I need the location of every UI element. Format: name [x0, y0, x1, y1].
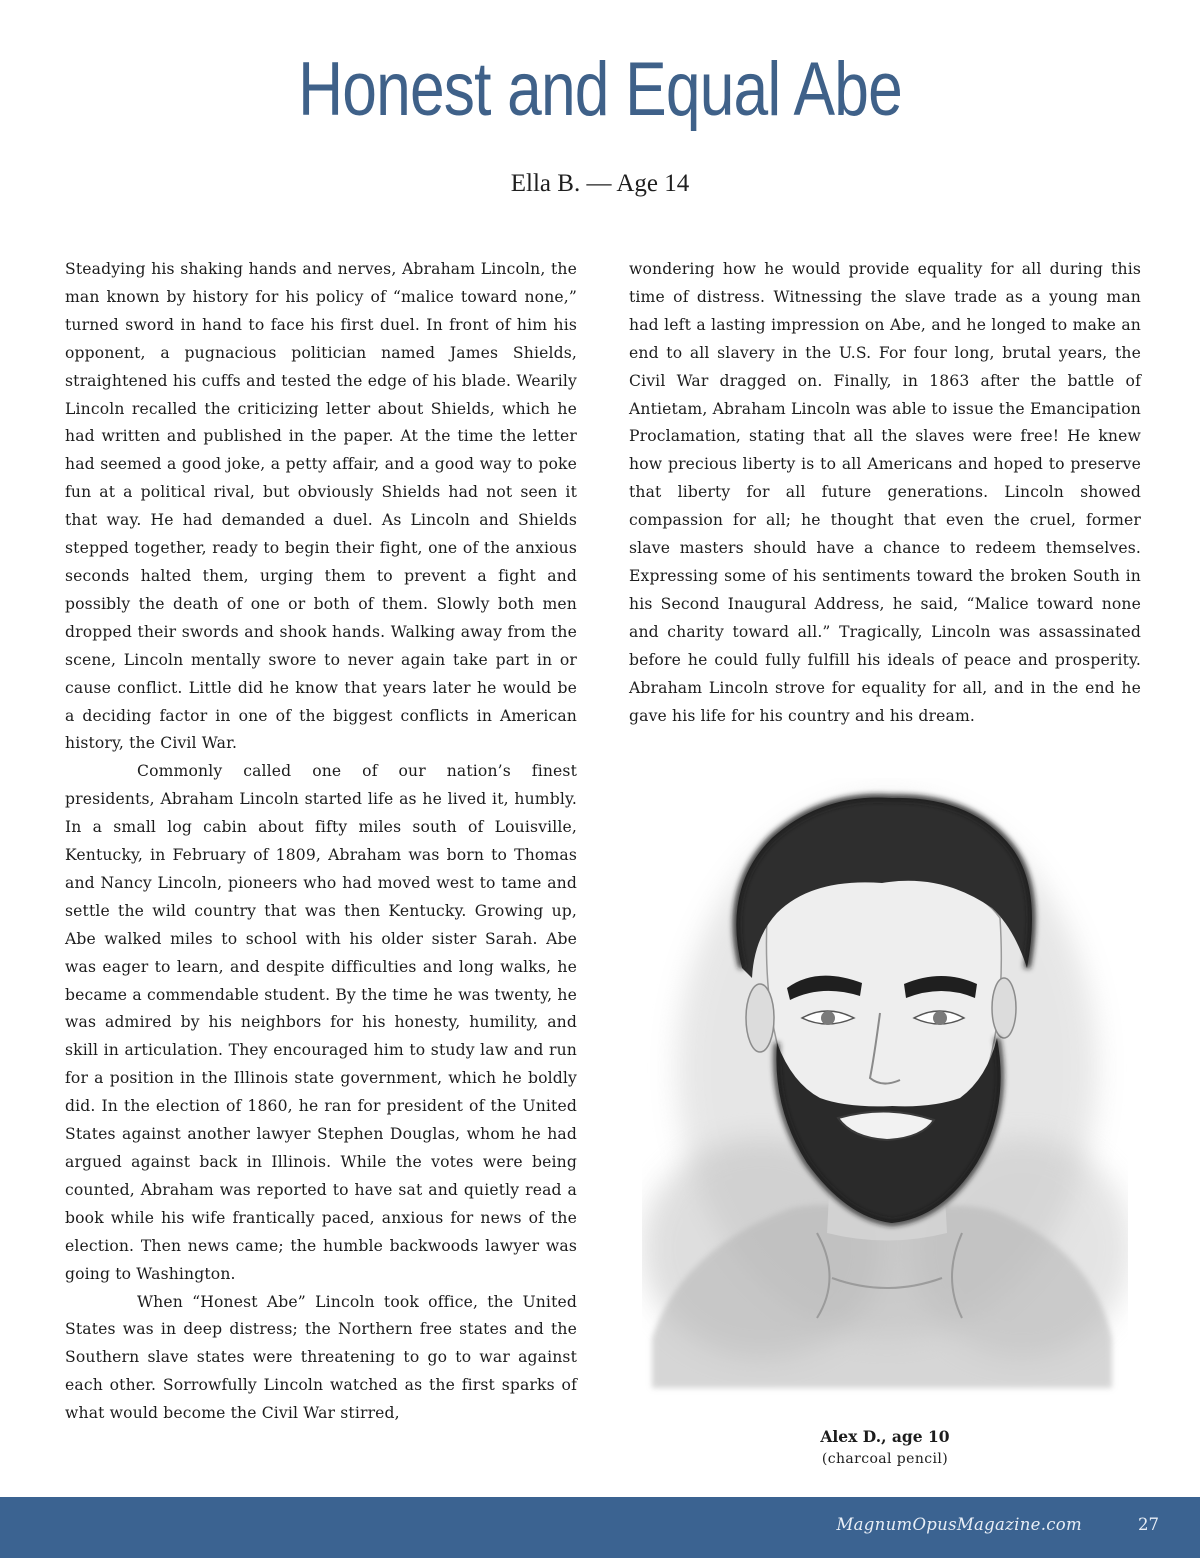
page-footer — [0, 1497, 1200, 1558]
paragraph-early-life: Commonly called one of our nation’s finest presidents, Abraham Lincoln started life as he lived it, humbly. In a small log cabin about fifty miles south of Louisville, Kentucky, in February of 1809, Abraham was born to Thomas and Nancy Lincoln, pioneers who had moved west to tame and settle the wild country that was then Kentucky. Growing up, Abe walked miles to school with his older sister Sarah. Abe was eager to learn, and despite difficulties and long walks, he became a commendable student. By the time he was twenty, he was admired by his neighbors for his honesty, humility, and skill in articulation. They encouraged him to study law and run for a position in the Illinois state government, which he boldly did. In the election of 1860, he ran for president of the United States against another lawyer Stephen Douglas, whom he had argued against back in Illinois. While the votes were being counted, Abraham was reported to have sat and quietly read a book while his wife frantically paced, anxious for news of the election. Then news came; the humble backwoods lawyer was going to Washington. — [65, 762, 577, 1283]
paragraph-took-office: When “Honest Abe” Lincoln took office, the United States was in deep distress; the Northern free states and the Southern slave states were threatening to go to war against each other. Sorrowfully Lincoln watched as the first sparks of what would become the Civil War stirred, — [65, 1292, 577, 1423]
artwork-medium: (charcoal pencil) — [821, 1451, 949, 1467]
artwork-artist: Alex D., age 10 — [820, 1427, 950, 1446]
page-number: 27 — [1138, 1515, 1159, 1534]
artwork-caption — [729, 1426, 1041, 1470]
paragraph-civil-war: wondering how he would provide equality for all during this time of distress. Witnessing the slave trade as a young man had left a lasting impression on Abe, and he longed to make an end to all slavery in the U.S. For four long, brutal years, the Civil War dragged on. Finally, in 1863 after the battle of Antietam, Abraham Lincoln was able to issue the Emancipation Proclamation, stating that all the slaves were free! He knew how precious liberty is to all Americans and hoped to preserve that liberty for all future generations. Lincoln showed compassion for all; he thought that even the cruel, former slave masters should have a chance to redeem themselves. Expressing some of his sentiments toward the broken South in his Second Inaugural Address, he said, “Malice toward none and charity toward all.” Tragically, Lincoln was assassinated before he could fully fulfill his ideals of peace and prosperity. Abraham Lincoln strove for equality for all, and in the end he gave his life for his country and his dream. — [629, 260, 1141, 725]
paragraph-duel: Steadying his shaking hands and nerves, Abraham Lincoln, the man known by history for his policy of “malice toward none,” turned sword in hand to face his first duel. In front of him his opponent, a pugnacious politician named James Shields, straightened his cuffs and tested the edge of his blade. Wearily Lincoln recalled the criticizing letter about Shields, which he had written and published in the paper. At the time the letter had seemed a good joke, a petty affair, and a good way to poke fun at a political rival, but obviously Shields had not seen it that way. He had demanded a duel. As Lincoln and Shields stepped together, ready to begin their fight, one of the anxious seconds halted them, urging them to prevent a fight and possibly the death of one or both of them. Slowly both men dropped their swords and shook hands. Walking away from the scene, Lincoln mentally swore to never again take part in or cause conflict. Little did he know that years later he would be a deciding factor in one of the biggest conflicts in American history, the Civil War. — [65, 260, 577, 753]
article-byline: Ella B. — Age 14 — [510, 170, 690, 197]
lincoln-portrait-drawing — [642, 778, 1128, 1418]
left-column — [65, 256, 577, 1428]
footer-website: MagnumOpusMagazine.com — [836, 1515, 1082, 1534]
right-column — [629, 256, 1141, 730]
article-title: Honest and Equal Abe — [298, 47, 902, 132]
